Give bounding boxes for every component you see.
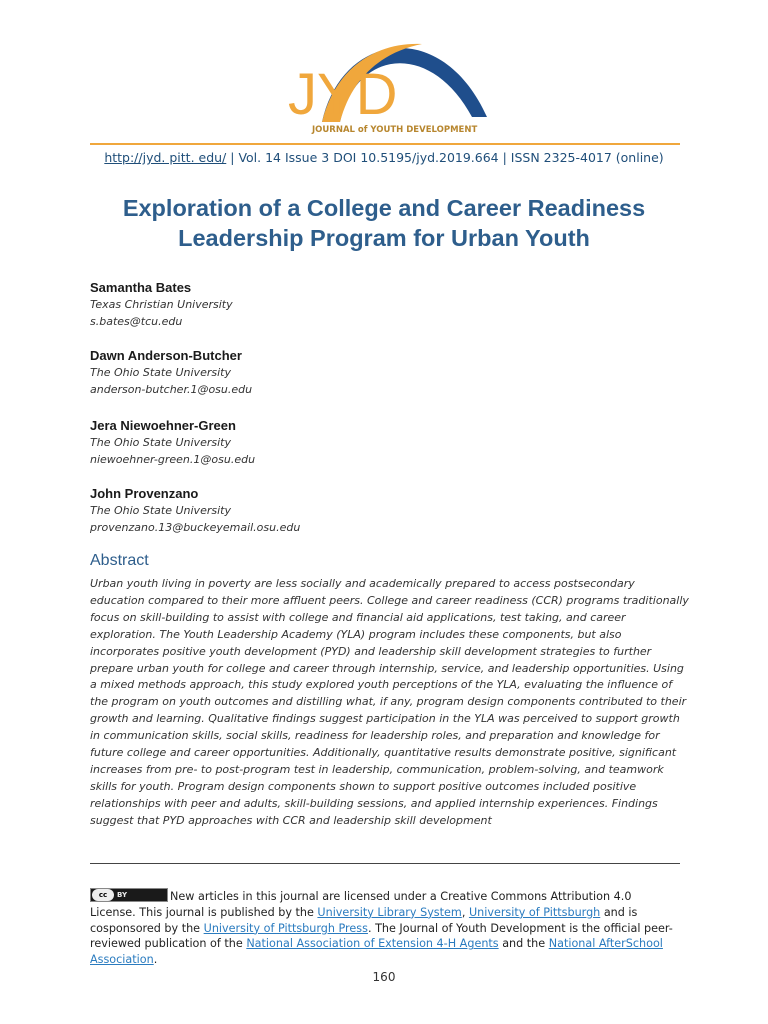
license-text: . [153,953,158,967]
article-title: Exploration of a College and Career Readiness Leadership Program for Urban Youth [122,195,646,251]
university-library-system-link[interactable]: University Library System [317,905,462,919]
logo-mark: JYD [288,62,398,127]
author-email: anderson-butcher.1@osu.edu [90,383,253,396]
footer-divider [90,863,680,864]
license-sep: , [461,905,469,919]
author-affiliation: The Ohio State University [90,436,231,449]
abstract-heading: Abstract [90,552,149,569]
author-affiliation: The Ohio State University [90,366,231,379]
author-email: niewoehner-green.1@osu.edu [90,453,256,466]
author-block [90,417,490,468]
author-affiliation: The Ohio State University [90,504,231,517]
author-block [90,347,490,398]
journal-url-link[interactable]: http://jyd. pitt. edu/ [104,150,227,165]
header-rule [90,143,680,145]
author-name: Jera Niewoehner-Green [90,418,236,433]
author-name: Dawn Anderson-Butcher [90,348,242,363]
author-affiliation: Texas Christian University [90,298,233,311]
by-badge-label: BY [117,891,128,899]
author-name: John Provenzano [90,486,199,501]
cc-by-badge-icon[interactable] [90,888,168,902]
journal-meta [0,150,768,165]
license-notice [90,888,680,968]
logo-caption: JOURNAL of YOUTH DEVELOPMENT [312,125,478,135]
cc-badge-label: cc [92,889,114,901]
journal-meta-text: | Vol. 14 Issue 3 DOI 10.5195/jyd.2019.664 | ISSN 2325-4017 (online) [226,150,664,165]
author-email: provenzano.13@buckeyemail.osu.edu [90,521,301,534]
university-of-pittsburgh-link[interactable]: University of Pittsburgh [468,905,601,919]
license-text: . The Journal of Youth Development is the official peer-reviewed publication of the [90,921,673,951]
license-text: and the [498,937,549,951]
naa-link[interactable]: National AfterSchool Association [90,937,663,967]
author-email: s.bates@tcu.edu [90,315,183,328]
journal-logo [282,22,492,142]
pitt-press-link[interactable]: University of Pittsburgh Press [203,921,368,935]
nae4ha-link[interactable]: National Association of Extension 4-H Agents [246,937,499,951]
license-text: and is cosponsored by the [90,905,638,935]
author-block [90,485,490,536]
page-number: 160 [372,970,396,984]
license-text: New articles in this journal are licensed under a Creative Commons Attribution 4.0 License. This journal is published by the [90,890,632,919]
abstract-text: Urban youth living in poverty are less socially and academically prepared to access postsecondary education compared to their more affluent peers. College and career readiness (CCR) programs traditionally focus on skill-building to assist with college and financial aid applications, test taking, and career exploration. The Youth Leadership Academy (YLA) program includes these components, but also incorporates positive youth development (PYD) and leadership skill development strategies to further prepare urban youth for college and career through internship, service, and leadership opportunities. Using a mixed methods approach, this study explored youth perceptions of the YLA, evaluating the influence of the program on youth outcomes and distilling what, if any, program design components contributed to their growth and learning. Qualitative findings suggest participation in the YLA was perceived to support growth in communication skills, social skills, readiness for leadership roles, and preparation and knowledge for future college and career opportunities. Additionally, quantitative results demonstrate positive, significant increases from pre- to post-program test in leadership, communication, problem-solving, and teamwork skills for youth. Program design components shown to support positive outcomes included positive relationships with peer and adults, skill-building sessions, and applied internship experiences. Findings suggest that PYD approaches with CCR and leadership skill development [90,577,689,827]
author-name: Samantha Bates [90,280,192,295]
author-block [90,279,490,330]
